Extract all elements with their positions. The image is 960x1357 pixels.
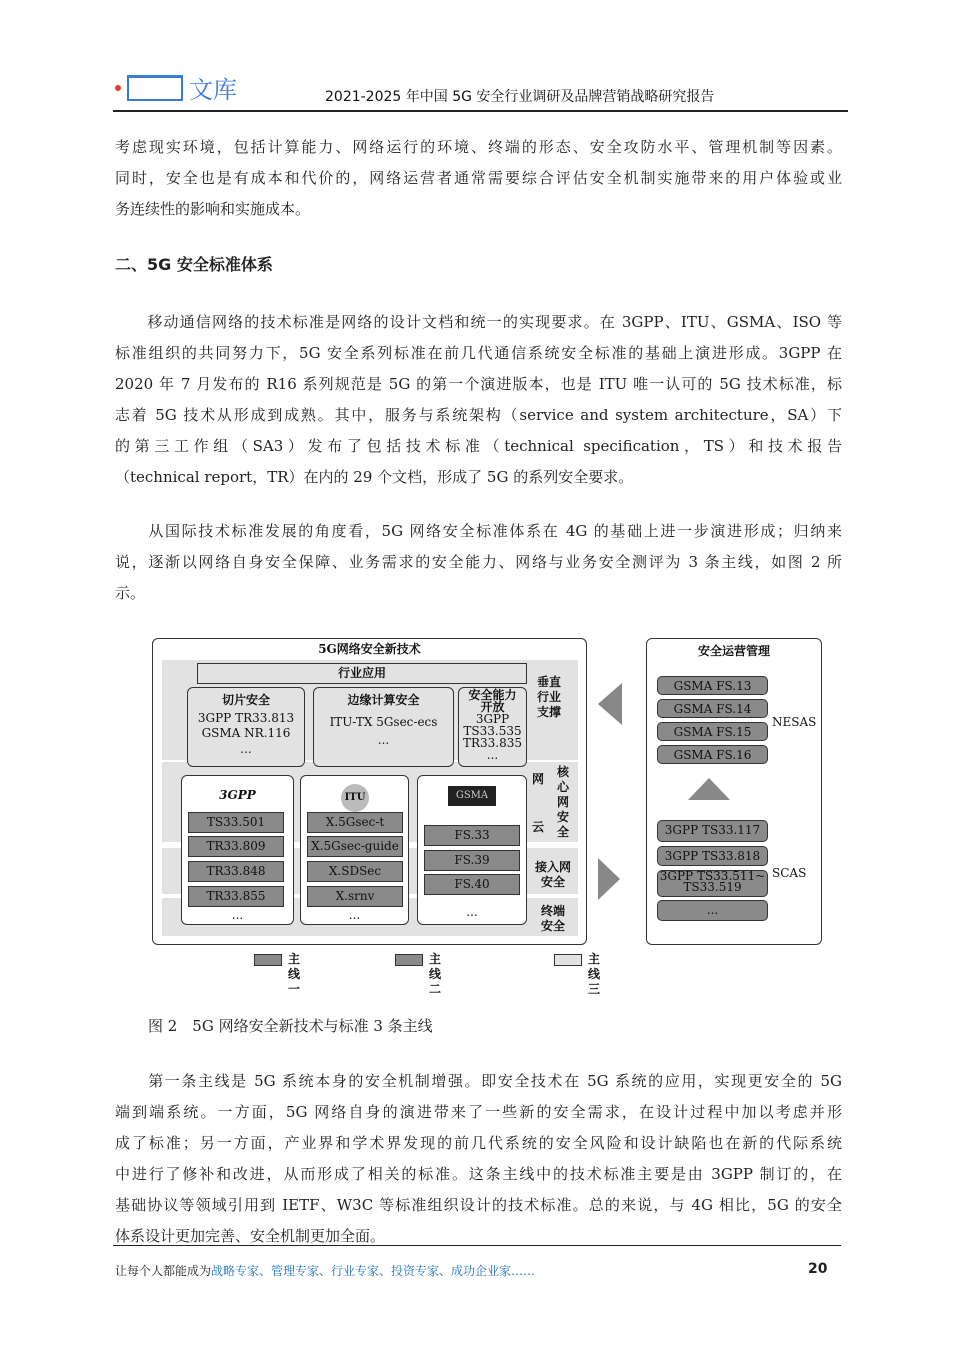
capability-line: TS33.535 [463, 724, 522, 738]
section-heading: 二、5G 安全标准体系 [115, 255, 273, 274]
itu-more: ... [348, 908, 361, 922]
standard-item: GSMA FS.14 [657, 699, 768, 718]
standard-item: X.SDSec [307, 861, 403, 882]
text-line: （technical report，TR）在内的 29 个文档，形成了 5G 的系列安全要求。 [115, 468, 634, 486]
access-label: 接入网安全 [534, 860, 571, 889]
industry-app-bar: 行业应用 [197, 663, 527, 684]
standard-item: X.5Gsec-guide [307, 836, 403, 857]
text-line: 第一条主线是 5G 系统本身的安全机制增强。即安全技术在 5G 系统的应用，实现更安全的 5G [115, 1072, 842, 1090]
standard-item: GSMA FS.16 [657, 745, 768, 764]
scas-label: SCAS [772, 866, 807, 880]
logo-dot [115, 85, 121, 91]
footer-slogan [115, 1262, 535, 1279]
footer-rule [113, 1245, 841, 1246]
gsma-more: ... [466, 905, 478, 919]
edge-box [313, 687, 454, 767]
footer-highlight: 战略专家、管理专家、行业专家、投资专家、成功企业家 [211, 1264, 512, 1278]
capability-line: ... [486, 748, 499, 762]
standard-item: 3GPP TS33.117 [657, 820, 768, 842]
nesas-label: NESAS [772, 715, 817, 729]
text-line: 务连续性的影响和实施成本。 [115, 200, 311, 218]
text-line: 成了标准；另一方面，产业界和学术界发现的前几代系统的安全风险和设计缺陷也在新的代际系统 [115, 1134, 842, 1152]
header-title: 2021-2025 年中国 5G 安全行业调研及品牌营销战略研究报告 [325, 89, 715, 105]
standard-item: FS.39 [424, 850, 520, 871]
slice-line: 3GPP TR33.813 [197, 711, 295, 725]
standard-item: TR33.848 [188, 861, 284, 882]
text-line: 标准组织的共同努力下，5G 安全系列标准在前几代通信系统安全标准的基础上演进形成。3GPP 在 [115, 344, 842, 362]
terminal-label: 终端安全 [540, 904, 565, 933]
capability-line: 安全能力 [468, 688, 517, 702]
itu-logo: ITU [341, 784, 369, 812]
text-line: 体系设计更加完善、安全机制更加全面。 [115, 1227, 386, 1245]
legend-label: 主线三 [588, 952, 601, 996]
arrow-left-icon [598, 683, 622, 725]
network-label: 网 [531, 772, 544, 786]
text-line: 的第三工作组（SA3）发布了包括技术标准（technical specification，TS）和技术报告 [115, 437, 842, 455]
gsma-logo: GSMA [448, 786, 496, 806]
ops-title: 安全运营管理 [697, 644, 770, 658]
arrow-right-icon [598, 858, 620, 900]
footer-prefix: 让每个人都能成为 [115, 1264, 212, 1278]
capability-lines [459, 689, 526, 761]
text-line: 示。 [115, 584, 146, 602]
capability-box [458, 687, 527, 767]
standard-item: FS.40 [424, 874, 520, 895]
standard-item: X.5Gsec-t [307, 812, 403, 833]
text-line: 基础协议等领域引用到 IETF、W3C 等标准组织设计的技术标准。总的来说，与 4G 相比，5G 的安全 [115, 1196, 842, 1214]
standard-item: GSMA FS.13 [657, 676, 768, 695]
arrow-up-icon [688, 778, 730, 800]
header-rule [113, 110, 848, 112]
legend-label: 主线一 [288, 952, 301, 996]
standard-item: ... [657, 900, 768, 921]
text-line: 考虑现实环境，包括计算能力、网络运行的环境、终端的形态、安全攻防水平、管理机制等因素。 [115, 138, 842, 156]
legend-label: 主线二 [429, 952, 442, 996]
text-line: 中进行了修补和改进，从而形成了相关的标准。这条主线中的技术标准主要是由 3GPP 制订的，在 [115, 1165, 842, 1183]
logo-mark [127, 75, 183, 101]
text-line: 从国际技术标准发展的角度看，5G 网络安全标准体系在 4G 的基础上进一步演进形成；归纳来 [115, 522, 842, 540]
standard-item: TS33.501 [188, 812, 284, 833]
standard-item: FS.33 [424, 825, 520, 846]
legend-swatch [395, 954, 423, 966]
slice-box [187, 687, 305, 767]
legend-swatch [254, 954, 282, 966]
text-line: 说，逐渐以网络自身安全保障、业务需求的安全能力、网络与业务安全测评为 3 条主线，如图 2 所 [115, 553, 842, 571]
text-line: 同时，安全也是有成本和代价的，网络运营者通常需要综合评估安全机制实施带来的用户体验或业 [115, 169, 842, 187]
new-tech-title: 5G网络安全新技术 [318, 642, 421, 656]
standard-item: TR33.809 [188, 836, 284, 857]
3gpp-more: ... [231, 908, 244, 922]
capability-line: 3GPP [475, 712, 510, 726]
text-line: 志着 5G 技术从形成到成熟。其中，服务与系统架构（service and system architecture，SA）下 [115, 406, 842, 424]
figure-caption: 图 2 5G 网络安全新技术与标准 3 条主线 [148, 1017, 433, 1035]
slice-line: ... [240, 742, 252, 756]
vertical-label: 垂直行业支撑 [536, 675, 561, 719]
standard-item: TR33.855 [188, 886, 284, 907]
slice-line: GSMA NR.116 [201, 726, 291, 740]
edge-title: 边缘计算安全 [347, 693, 420, 707]
capability-line: 开放 [480, 700, 505, 714]
standard-item: X.srnv [307, 886, 403, 907]
legend-swatch [554, 954, 582, 966]
logo-text: 文库 [189, 76, 237, 104]
standard-item: 3GPP TS33.511~ TS33.519 [657, 870, 768, 897]
cloud-label: 云 [531, 820, 544, 834]
text-line: 2020 年 7 月发布的 R16 系列规范是 5G 的第一个演进版本，也是 ITU 唯一认可的 5G 技术标准，标 [115, 375, 842, 393]
text-line: 端到端系统。一方面，5G 网络自身的演进带来了一些新的安全需求，在设计过程中加以考虑并形 [115, 1103, 842, 1121]
footer-suffix: …… [511, 1264, 536, 1278]
standard-item: GSMA FS.15 [657, 722, 768, 741]
edge-line: ITU-TX 5Gsec-ecs [329, 715, 438, 729]
slice-title: 切片安全 [221, 693, 270, 707]
page-number: 20 [808, 1261, 828, 1277]
core-label: 核心网安全 [556, 765, 569, 839]
text-line: 移动通信网络的技术标准是网络的设计文档和统一的实现要求。在 3GPP、ITU、GSMA、ISO 等 [115, 313, 842, 331]
capability-line: TR33.835 [462, 736, 523, 750]
standard-item: 3GPP TS33.818 [657, 846, 768, 866]
edge-line: ... [377, 733, 390, 747]
logo [115, 70, 237, 105]
3gpp-logo: 3GPP [219, 788, 256, 802]
